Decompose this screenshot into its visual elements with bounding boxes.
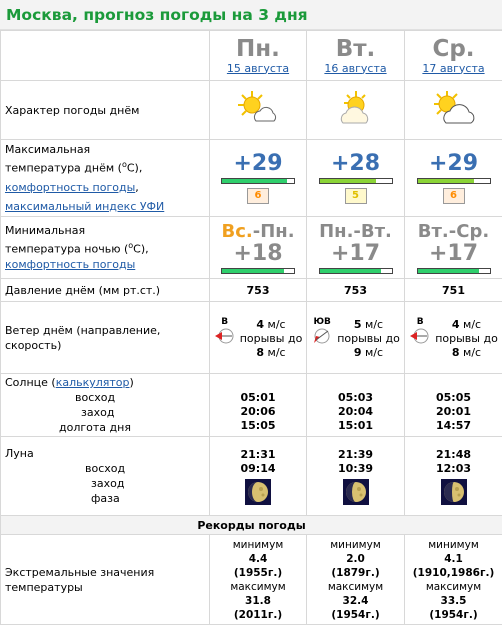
comfort-bar: [319, 178, 393, 184]
tmin-value: +17: [330, 240, 381, 266]
uvi-badge: 5: [345, 188, 367, 204]
sunset-value: 20:06: [240, 405, 276, 418]
wind-dir: В: [416, 316, 424, 327]
phase-label: фаза: [91, 492, 120, 505]
sunrise-value: 05:03: [337, 391, 373, 404]
record-max: 33.5: [440, 594, 467, 607]
day-date-link[interactable]: 15 августа: [226, 61, 290, 75]
sunrise-value: 05:05: [435, 391, 471, 404]
moonrise-value: 21:31: [240, 447, 276, 461]
sunrise-value: 05:01: [240, 391, 276, 404]
moonrise-label: восход: [85, 462, 126, 475]
weather-row: [1, 81, 502, 140]
tmax-value: +29: [428, 151, 479, 176]
degree-c: С),: [126, 161, 143, 175]
comfort-bar-fill: [222, 269, 284, 273]
pressure-value: 753: [210, 279, 307, 302]
records-title: Рекорды погоды: [1, 516, 502, 535]
degree-sup: o: [121, 160, 127, 170]
tmax-label-line1: Максимальная: [5, 143, 91, 157]
day-header: [210, 31, 307, 81]
moon-label: Луна: [5, 447, 34, 460]
tmin-value: +18: [233, 240, 283, 266]
comfort-bar-fill: [418, 179, 474, 183]
sunset-label: заход: [81, 406, 115, 419]
night-span: Вс.-Пн.: [221, 220, 295, 242]
daylen-value: 14:57: [435, 419, 471, 432]
wind-dir: В: [221, 316, 229, 327]
moon-phase-icon: [245, 479, 271, 505]
degree-c: С),: [133, 242, 149, 256]
sun-calculator-link[interactable]: калькулятор: [55, 376, 130, 389]
day-header: [405, 31, 502, 81]
sunset-value: 20:04: [337, 405, 373, 418]
wind-compass-icon: [409, 327, 431, 345]
day-name: Пн.: [236, 35, 280, 62]
comfort-bar: [221, 268, 295, 274]
sun-behind-cloud-icon: [334, 89, 378, 129]
pressure-row: [1, 279, 502, 302]
comfort-bar: [319, 268, 393, 274]
comfort-bar-fill: [418, 269, 480, 273]
moon-phase-icon: [343, 479, 369, 505]
uvi-link[interactable]: максимальный индекс УФИ: [5, 199, 165, 213]
night-comfort-link[interactable]: комфортность погоды: [5, 257, 136, 271]
night-span: Пн.-Вт.: [319, 220, 392, 242]
day-date-link[interactable]: 17 августа: [422, 61, 485, 75]
record-min: 4.4: [248, 552, 268, 565]
sun-behind-cloud-icon: [236, 89, 280, 129]
tmin-label-line2: температура ночью (: [5, 242, 129, 256]
comfort-link[interactable]: комфортность погоды: [5, 180, 136, 194]
tmin-value: +17: [428, 240, 479, 266]
pressure-value: 751: [405, 279, 502, 302]
wind-compass-icon: [214, 327, 236, 345]
comfort-bar-fill: [320, 179, 376, 183]
sunrise-label: восход: [75, 391, 116, 404]
corner-cell: [1, 31, 210, 81]
record-min: 4.1: [444, 552, 463, 565]
records-header-row: [1, 516, 502, 535]
days-header-row: [1, 31, 502, 81]
moonset-value: 09:14: [240, 461, 276, 475]
tmax-value: +29: [233, 151, 283, 176]
tmin-row: [1, 217, 502, 279]
degree-sup: o: [128, 241, 134, 251]
tmax-label-line2: температура днём (: [5, 161, 122, 175]
comfort-bar-fill: [320, 269, 382, 273]
extremes-label: Экстремальные значения температуры: [1, 535, 210, 625]
moonrise-value: 21:48: [435, 447, 471, 461]
tmax-row: Максимальная температура днём ($^o$С), комфортность погоды, максимальный индекс УФИ +29 6 +28 5 +29 6: [1, 140, 502, 217]
tmax-value: +28: [330, 151, 381, 176]
pressure-value: 753: [307, 279, 405, 302]
comfort-bar-fill: [222, 179, 287, 183]
pressure-label: Давление днём (мм рт.ст.): [1, 279, 210, 302]
night-span: Вт.-Ср.: [417, 220, 490, 242]
moonset-value: 10:39: [337, 461, 373, 475]
wind-dir: ЮВ: [313, 316, 331, 327]
sun-label: Солнце (: [5, 376, 56, 389]
sun-behind-cloud-icon: [432, 89, 476, 129]
record-min: 2.0: [346, 552, 365, 565]
uvi-badge: 6: [247, 188, 269, 204]
wind-compass-icon: [311, 327, 333, 345]
records-row: Экстремальные значения температуры минимум 4.4 (1955г.) максимум 31.8 (2011г.) минимум 2.0 (1879г.) максимум 32.4 (1954г.) минимум 4.1 (1910,1986г.) максимум 33.5 (1954г.): [1, 535, 502, 625]
comfort-bar: [417, 178, 491, 184]
page-title: Москва, прогноз погоды на 3 дня: [0, 0, 502, 30]
forecast-table: [0, 30, 502, 625]
wind-row: Ветер днём (направление, скорость) В 4 м/с порывы до 8 м/с ЮВ 5 м/с порывы до 9 м/с В 4 м/с порывы до 8 м/с: [1, 302, 502, 374]
comfort-bar: [221, 178, 295, 184]
day-date-link[interactable]: 16 августа: [324, 61, 387, 75]
record-max: 31.8: [245, 594, 271, 607]
sun-row: Солнце (калькулятор) восход заход долгота дня 05:01 20:06 15:05 05:03 20:04 15:01 05:05 20:01 14:57: [1, 374, 502, 437]
day-name: Ср.: [432, 35, 475, 62]
uvi-badge: 6: [443, 188, 465, 204]
day-header: [307, 31, 405, 81]
daylen-value: 15:05: [240, 419, 276, 432]
wind-label: Ветер днём (направление, скорость): [1, 302, 210, 374]
record-max: 32.4: [342, 594, 369, 607]
daylen-label: долгота дня: [59, 421, 131, 434]
moonrise-value: 21:39: [337, 447, 373, 461]
moonset-label: заход: [91, 477, 125, 490]
weather-label: Характер погоды днём: [1, 81, 210, 140]
moonset-value: 12:03: [435, 461, 471, 475]
day-name: Вт.: [335, 35, 376, 62]
tmin-label-line1: Минимальная: [5, 224, 86, 238]
sunset-value: 20:01: [435, 405, 471, 418]
comfort-bar: [417, 268, 491, 274]
moon-phase-icon: [441, 479, 467, 505]
moon-row: [1, 437, 502, 516]
daylen-value: 15:01: [337, 419, 373, 432]
